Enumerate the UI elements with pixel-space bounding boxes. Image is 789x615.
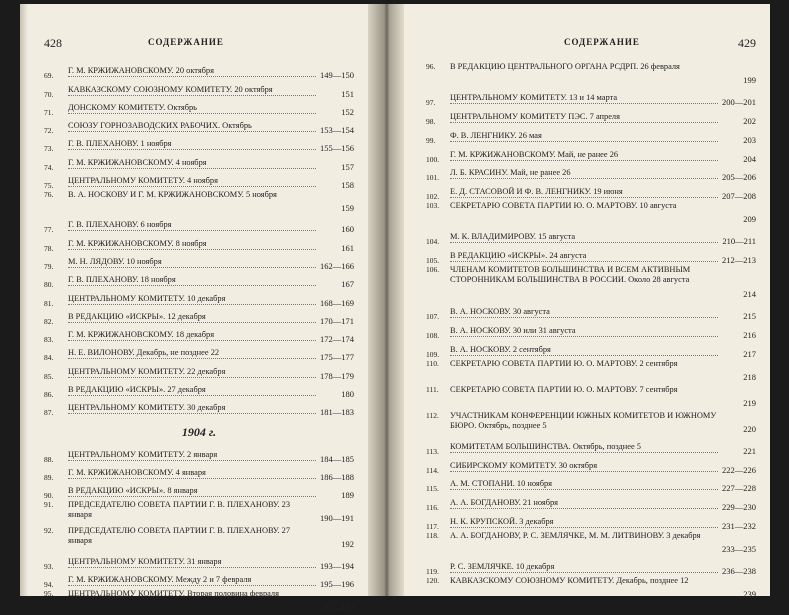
contents-entry bbox=[44, 464, 354, 482]
entry-title: СЕКРЕТАРЮ СОВЕТА ПАРТИИ Ю. О. МАРТОВУ. 7 сентября bbox=[450, 384, 678, 394]
contents-entry bbox=[426, 265, 756, 302]
right-page-number: 429 bbox=[738, 36, 756, 50]
entry-number: 95. bbox=[44, 588, 54, 598]
entry-pages: 204 bbox=[743, 153, 756, 164]
entry-title: ДОНСКОМУ КОМИТЕТУ. Октябрь bbox=[68, 103, 316, 114]
contents-entry bbox=[426, 475, 756, 494]
entry-pages: 200—201 bbox=[722, 96, 756, 107]
entry-pages: 155—156 bbox=[320, 143, 354, 154]
entry-title: В РЕДАКЦИЮ «ИСКРЫ». 12 декабря bbox=[68, 312, 316, 323]
entry-pages: 217 bbox=[743, 348, 756, 359]
entry-number: 99. bbox=[426, 135, 436, 145]
entry-title: Г. В. ПЛЕХАНОВУ. 1 ноября bbox=[68, 139, 316, 150]
contents-entry bbox=[426, 107, 756, 126]
entry-pages: 199 bbox=[743, 75, 756, 85]
contents-entry bbox=[426, 493, 756, 512]
entry-pages: 207—208 bbox=[722, 191, 756, 202]
entry-pages: 193—194 bbox=[320, 560, 354, 571]
contents-entry bbox=[426, 576, 756, 602]
contents-entry bbox=[426, 126, 756, 145]
entry-title: Г. М. КРЖИЖАНОВСКОМУ. 4 января bbox=[68, 468, 316, 479]
entry-number: 103. bbox=[426, 201, 440, 211]
entry-number: 79. bbox=[44, 261, 54, 271]
contents-entry bbox=[426, 145, 756, 164]
year-heading: 1904 г. bbox=[181, 425, 217, 440]
entry-number: 112. bbox=[426, 410, 439, 420]
entry-number: 71. bbox=[44, 107, 54, 117]
entry-title: Г. М. КРЖИЖАНОВСКОМУ. Между 2 и 7 февраля bbox=[68, 575, 316, 586]
entry-number: 86. bbox=[44, 390, 54, 400]
entry-pages: 189 bbox=[341, 490, 354, 501]
entry-title: Г. В. ПЛЕХАНОВУ. 6 ноября bbox=[68, 220, 316, 231]
entry-number: 84. bbox=[44, 353, 54, 363]
entry-pages: 195—196 bbox=[320, 578, 354, 589]
entry-pages: 222—226 bbox=[722, 464, 756, 475]
contents-entry bbox=[44, 482, 354, 500]
entry-title: ЦЕНТРАЛЬНОМУ КОМИТЕТУ. 4 ноября bbox=[68, 176, 316, 187]
right-contents-list bbox=[426, 62, 756, 602]
contents-entry bbox=[44, 190, 354, 216]
contents-entry bbox=[44, 253, 354, 271]
contents-entry bbox=[44, 500, 354, 526]
contents-entry bbox=[44, 135, 354, 153]
entry-number: 75. bbox=[44, 181, 54, 191]
entry-pages: 172—174 bbox=[320, 334, 354, 345]
entry-pages: 239 bbox=[743, 589, 756, 600]
entry-number: 98. bbox=[426, 116, 436, 126]
entry-number: 97. bbox=[426, 97, 436, 107]
contents-entry bbox=[426, 227, 756, 246]
entry-pages: 159 bbox=[341, 203, 354, 214]
entry-number: 110. bbox=[426, 358, 439, 368]
entry-pages: 175—177 bbox=[320, 352, 354, 363]
entry-pages: 210—211 bbox=[722, 236, 756, 247]
entry-title: Г. М. КРЖИЖАНОВСКОМУ. 20 октября bbox=[68, 66, 316, 77]
entry-pages: 186—188 bbox=[320, 471, 354, 482]
entry-number: 83. bbox=[44, 335, 54, 345]
entry-number: 80. bbox=[44, 280, 54, 290]
book-gutter bbox=[368, 4, 404, 596]
entry-title: В РЕДАКЦИЮ ЦЕНТРАЛЬНОГО ОРГАНА РСДРП. 26 февраля bbox=[450, 62, 680, 71]
entry-title: СЕКРЕТАРЮ СОВЕТА ПАРТИИ Ю. О. МАРТОВУ. 10 августа bbox=[450, 201, 677, 211]
entry-pages: 216 bbox=[743, 329, 756, 340]
entry-title: Г. М. КРЖИЖАНОВСКОМУ. 4 ноября bbox=[68, 158, 316, 169]
contents-entry bbox=[44, 62, 354, 80]
entry-title: Ф. В. ЛЕНГНИКУ. 26 мая bbox=[450, 131, 718, 142]
entry-title: А. А. БОГДАНОВУ, Р. С. ЗЕМЛЯЧКЕ, М. М. ЛИТВИНОВУ. 3 декабря bbox=[450, 531, 701, 541]
entry-number: 119. bbox=[426, 567, 439, 577]
entry-pages: 214 bbox=[743, 289, 756, 300]
entry-number: 94. bbox=[44, 579, 54, 589]
entry-title: ПРЕДСЕДАТЕЛЮ СОВЕТА ПАРТИИ Г. В. ПЛЕХАНОВУ. 27 января bbox=[68, 526, 291, 546]
entry-pages: 161 bbox=[341, 242, 354, 253]
entry-title: КОМИТЕТАМ БОЛЬШИНСТВА. Октябрь, позднее 5 bbox=[450, 442, 718, 453]
entry-number: 82. bbox=[44, 316, 54, 326]
entry-pages: 184—185 bbox=[320, 453, 354, 464]
contents-entry bbox=[426, 62, 756, 88]
entry-number: 77. bbox=[44, 225, 54, 235]
entry-pages: 170—171 bbox=[320, 315, 354, 326]
entry-title: КАВКАЗСКОМУ СОЮЗНОМУ КОМИТЕТУ. Декабрь, позднее 12 bbox=[450, 576, 689, 586]
contents-entry bbox=[44, 172, 354, 190]
contents-entry bbox=[426, 164, 756, 183]
entry-pages: 231—232 bbox=[722, 521, 756, 532]
entry-title: Н. К. КРУПСКОЙ. 3 декабря bbox=[450, 517, 718, 528]
contents-entry bbox=[426, 340, 756, 359]
entry-pages: 167 bbox=[341, 279, 354, 290]
entry-number: 73. bbox=[44, 144, 54, 154]
entry-pages: 160 bbox=[341, 224, 354, 235]
entry-number: 104. bbox=[426, 237, 440, 247]
contents-entry bbox=[44, 399, 354, 417]
entry-pages: 178—179 bbox=[320, 370, 354, 381]
contents-entry bbox=[426, 359, 756, 385]
entry-number: 88. bbox=[44, 454, 54, 464]
entry-title: Р. С. ЗЕМЛЯЧКЕ. 10 декабря bbox=[450, 562, 718, 573]
contents-entry bbox=[44, 117, 354, 135]
contents-entry bbox=[44, 589, 354, 615]
right-running-head: СОДЕРЖАНИЕ bbox=[564, 37, 640, 47]
contents-entry bbox=[44, 80, 354, 98]
entry-number: 100. bbox=[426, 154, 440, 164]
entry-title: ЦЕНТРАЛЬНОМУ КОМИТЕТУ. Вторая половина февраля bbox=[68, 588, 279, 598]
entry-number: 93. bbox=[44, 561, 54, 571]
entry-number: 69. bbox=[44, 71, 54, 81]
contents-entry bbox=[44, 526, 354, 552]
entry-title: Г. М. КРЖИЖАНОВСКОМУ. 8 ноября bbox=[68, 239, 316, 250]
left-page bbox=[20, 4, 368, 612]
entry-number: 72. bbox=[44, 126, 54, 136]
contents-entry bbox=[44, 289, 354, 307]
entry-title: СИБИРСКОМУ КОМИТЕТУ. 30 октября bbox=[450, 461, 718, 472]
entry-number: 111. bbox=[426, 384, 439, 394]
right-page bbox=[404, 4, 770, 600]
left-contents-list bbox=[44, 62, 354, 615]
contents-entry bbox=[426, 302, 756, 321]
entry-title: ЦЕНТРАЛЬНОМУ КОМИТЕТУ. 13 и 14 марта bbox=[450, 93, 718, 104]
entry-number: 116. bbox=[426, 503, 439, 513]
entry-number: 107. bbox=[426, 312, 440, 322]
entry-title: Г. М. КРЖИЖАНОВСКОМУ. Май, не ранее 26 bbox=[450, 150, 718, 161]
entry-number: 90. bbox=[44, 491, 54, 501]
entry-pages: 190—191 bbox=[320, 513, 354, 524]
entry-title: КАВКАЗСКОМУ СОЮЗНОМУ КОМИТЕТУ. 20 октября bbox=[68, 85, 316, 96]
entry-number: 118. bbox=[426, 531, 439, 541]
left-page-number: 428 bbox=[44, 36, 62, 50]
entry-number: 120. bbox=[426, 576, 440, 586]
entry-number: 117. bbox=[426, 522, 439, 532]
contents-entry bbox=[426, 411, 756, 437]
entry-title: Н. Е. ВИЛОНОВУ. Декабрь, не позднее 22 bbox=[68, 348, 316, 359]
entry-title: Л. Б. КРАСИНУ. Май, не ранее 26 bbox=[450, 168, 718, 179]
contents-entry bbox=[44, 271, 354, 289]
entry-pages: 227—228 bbox=[722, 483, 756, 494]
entry-number: 101. bbox=[426, 173, 440, 183]
entry-pages: 212—213 bbox=[722, 255, 756, 266]
entry-number: 96. bbox=[426, 62, 436, 71]
entry-pages: 197—198 bbox=[320, 601, 354, 612]
entry-number: 92. bbox=[44, 526, 54, 536]
entry-number: 105. bbox=[426, 256, 440, 266]
entry-title: В РЕДАКЦИЮ «ИСКРЫ». 27 декабря bbox=[68, 385, 316, 396]
entry-title: В РЕДАКЦИЮ «ИСКРЫ». 24 августа bbox=[450, 251, 718, 262]
contents-entry bbox=[426, 88, 756, 107]
contents-entry bbox=[426, 246, 756, 265]
contents-entry bbox=[426, 456, 756, 475]
entry-title: ЧЛЕНАМ КОМИТЕТОВ БОЛЬШИНСТВА И ВСЕМ АКТИВНЫМ СТОРОННИКАМ БОЛЬШИНСТВА В РОССИИ. Около 28 августа bbox=[450, 265, 691, 285]
contents-entry bbox=[44, 308, 354, 326]
contents-entry bbox=[44, 571, 354, 589]
entry-pages: 218 bbox=[743, 371, 756, 382]
contents-entry bbox=[426, 437, 756, 456]
entry-title: Е. Д. СТАСОВОЙ И Ф. В. ЛЕНГНИКУ. 19 июня bbox=[450, 187, 718, 198]
entry-pages: 153—154 bbox=[320, 125, 354, 136]
entry-number: 70. bbox=[44, 89, 54, 99]
entry-title: ЦЕНТРАЛЬНОМУ КОМИТЕТУ ПЭС. 7 апреля bbox=[450, 112, 718, 123]
contents-entry bbox=[44, 234, 354, 252]
contents-entry bbox=[44, 216, 354, 234]
entry-number: 115. bbox=[426, 484, 439, 494]
entry-number: 102. bbox=[426, 192, 440, 202]
entry-pages: 181—183 bbox=[320, 407, 354, 418]
entry-pages: 157 bbox=[341, 161, 354, 172]
entry-number: 81. bbox=[44, 298, 54, 308]
contents-entry bbox=[44, 344, 354, 362]
contents-entry bbox=[426, 201, 756, 227]
entry-title: В. А. НОСКОВУ. 30 августа bbox=[450, 307, 718, 318]
entry-pages: 220 bbox=[743, 423, 756, 434]
page-edge bbox=[20, 4, 28, 596]
entry-pages: 149—150 bbox=[320, 70, 354, 81]
entry-number: 109. bbox=[426, 349, 440, 359]
entry-pages: 202 bbox=[743, 115, 756, 126]
contents-entry bbox=[426, 512, 756, 531]
entry-title: ЦЕНТРАЛЬНОМУ КОМИТЕТУ. 30 декабря bbox=[68, 403, 316, 414]
entry-title: В РЕДАКЦИЮ «ИСКРЫ». 8 января bbox=[68, 486, 316, 497]
entry-title: ЦЕНТРАЛЬНОМУ КОМИТЕТУ. 22 декабря bbox=[68, 367, 316, 378]
entry-title: М. К. ВЛАДИМИРОВУ. 15 августа bbox=[450, 232, 718, 243]
entry-pages: 215 bbox=[743, 311, 756, 322]
entry-title: М. Н. ЛЯДОВУ. 10 ноября bbox=[68, 257, 316, 268]
contents-entry bbox=[44, 445, 354, 463]
entry-pages: 221 bbox=[743, 445, 756, 456]
entry-title: В. А. НОСКОВУ. 30 или 31 августа bbox=[450, 326, 718, 337]
entry-pages: 168—169 bbox=[320, 297, 354, 308]
entry-title: УЧАСТНИКАМ КОНФЕРЕНЦИИ ЮЖНЫХ КОМИТЕТОВ И ЮЖНОМУ БЮРО. Октябрь, позднее 5 bbox=[450, 410, 717, 430]
left-running-head: СОДЕРЖАНИЕ bbox=[148, 37, 224, 47]
entry-pages: 209 bbox=[743, 214, 756, 225]
contents-entry bbox=[44, 381, 354, 399]
entry-number: 106. bbox=[426, 265, 440, 275]
entry-pages: 158 bbox=[341, 180, 354, 191]
entry-title: Г. В. ПЛЕХАНОВУ. 18 ноября bbox=[68, 275, 316, 286]
entry-pages: 180 bbox=[341, 389, 354, 400]
entry-pages: 233—235 bbox=[722, 544, 756, 555]
entry-number: 85. bbox=[44, 371, 54, 381]
entry-title: А. А. БОГДАНОВУ. 21 ноября bbox=[450, 498, 718, 509]
entry-number: 113. bbox=[426, 446, 439, 456]
entry-title: В. А. НОСКОВУ И Г. М. КРЖИЖАНОВСКОМУ. 5 ноября bbox=[68, 190, 277, 200]
entry-number: 89. bbox=[44, 472, 54, 482]
entry-number: 87. bbox=[44, 408, 54, 418]
contents-entry bbox=[426, 385, 756, 411]
contents-entry bbox=[44, 362, 354, 380]
entry-title: ПРЕДСЕДАТЕЛЮ СОВЕТА ПАРТИИ Г. В. ПЛЕХАНОВУ. 23 января bbox=[68, 500, 291, 520]
entry-number: 74. bbox=[44, 162, 54, 172]
entry-number: 91. bbox=[44, 500, 54, 510]
entry-pages: 203 bbox=[743, 134, 756, 145]
contents-entry bbox=[426, 531, 756, 557]
entry-pages: 151 bbox=[341, 88, 354, 99]
entry-title: В. А. НОСКОВУ. 2 сентября bbox=[450, 345, 718, 356]
contents-entry bbox=[44, 99, 354, 117]
contents-entry bbox=[426, 557, 756, 576]
entry-title: СОЮЗУ ГОРНОЗАВОДСКИХ РАБОЧИХ. Октябрь bbox=[68, 121, 316, 132]
entry-number: 108. bbox=[426, 330, 440, 340]
entry-pages: 192 bbox=[341, 539, 354, 550]
entry-title: Г. М. КРЖИЖАНОВСКОМУ. 18 декабря bbox=[68, 330, 316, 341]
entry-pages: 152 bbox=[341, 106, 354, 117]
entry-pages: 229—230 bbox=[722, 502, 756, 513]
entry-title: А. М. СТОПАНИ. 10 ноября bbox=[450, 479, 718, 490]
entry-pages: 162—166 bbox=[320, 260, 354, 271]
entry-number: 78. bbox=[44, 243, 54, 253]
entry-title: ЦЕНТРАЛЬНОМУ КОМИТЕТУ. 2 января bbox=[68, 450, 316, 461]
entry-pages: 236—238 bbox=[722, 566, 756, 577]
contents-entry bbox=[44, 326, 354, 344]
entry-title: ЦЕНТРАЛЬНОМУ КОМИТЕТУ. 31 января bbox=[68, 557, 316, 568]
contents-entry bbox=[426, 182, 756, 201]
entry-pages: 219 bbox=[743, 397, 756, 408]
entry-number: 114. bbox=[426, 465, 439, 475]
entry-pages: 205—206 bbox=[722, 172, 756, 183]
entry-title: СЕКРЕТАРЮ СОВЕТА ПАРТИИ Ю. О. МАРТОВУ. 2 сентября bbox=[450, 358, 678, 368]
entry-title: ЦЕНТРАЛЬНОМУ КОМИТЕТУ. 10 декабря bbox=[68, 294, 316, 305]
contents-entry bbox=[44, 552, 354, 570]
contents-entry bbox=[426, 321, 756, 340]
entry-number: 76. bbox=[44, 190, 54, 200]
contents-entry bbox=[44, 153, 354, 171]
